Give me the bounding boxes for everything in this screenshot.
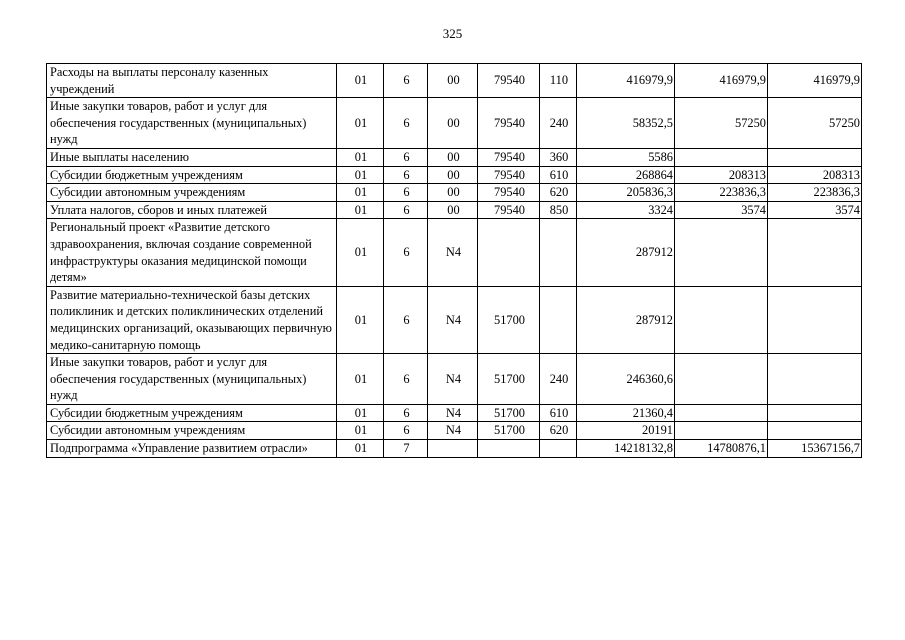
code-section: 01	[337, 286, 384, 353]
code-expense-type: 620	[540, 184, 577, 202]
amount-year-2: 208313	[675, 166, 768, 184]
code-section: 01	[337, 404, 384, 422]
row-name: Субсидии бюджетным учреждениям	[47, 166, 337, 184]
code-target: 51700	[478, 354, 540, 405]
budget-table-body	[47, 64, 862, 458]
code-target: 51700	[478, 404, 540, 422]
amount-year-1: 20191	[577, 422, 675, 440]
amount-year-1: 287912	[577, 219, 675, 286]
code-subprogram: 6	[384, 354, 428, 405]
code-subprogram: 6	[384, 286, 428, 353]
code-expense-type: 610	[540, 404, 577, 422]
code-subprogram: 6	[384, 166, 428, 184]
table-row	[47, 422, 862, 440]
code-direction: 00	[428, 98, 478, 149]
row-name: Иные закупки товаров, работ и услуг для обеспечения государственных (муниципальных) нужд	[47, 98, 337, 149]
code-subprogram: 6	[384, 148, 428, 166]
code-subprogram: 7	[384, 440, 428, 458]
code-section: 01	[337, 354, 384, 405]
code-expense-type: 240	[540, 354, 577, 405]
code-expense-type	[540, 286, 577, 353]
amount-year-3	[768, 148, 862, 166]
code-subprogram: 6	[384, 404, 428, 422]
code-target: 51700	[478, 422, 540, 440]
amount-year-2: 57250	[675, 98, 768, 149]
code-target: 79540	[478, 148, 540, 166]
row-name: Подпрограмма «Управление развитием отрасли»	[47, 440, 337, 458]
code-section: 01	[337, 98, 384, 149]
table-row	[47, 286, 862, 353]
amount-year-1: 287912	[577, 286, 675, 353]
row-name: Субсидии бюджетным учреждениям	[47, 404, 337, 422]
amount-year-2: 223836,3	[675, 184, 768, 202]
code-subprogram: 6	[384, 98, 428, 149]
amount-year-1: 3324	[577, 201, 675, 219]
code-direction: N4	[428, 404, 478, 422]
code-expense-type: 110	[540, 64, 577, 98]
row-name: Развитие материально-технической базы детских поликлиник и детских поликлинических отделений медицинских организаций, оказывающих первичную медико-санитарную помощь	[47, 286, 337, 353]
code-target: 79540	[478, 201, 540, 219]
code-section: 01	[337, 422, 384, 440]
code-target: 51700	[478, 286, 540, 353]
code-subprogram: 6	[384, 219, 428, 286]
amount-year-2	[675, 148, 768, 166]
code-subprogram: 6	[384, 64, 428, 98]
code-direction: 00	[428, 184, 478, 202]
code-expense-type: 850	[540, 201, 577, 219]
amount-year-2: 3574	[675, 201, 768, 219]
table-row	[47, 201, 862, 219]
row-name: Иные выплаты населению	[47, 148, 337, 166]
code-direction: 00	[428, 166, 478, 184]
code-direction: N4	[428, 354, 478, 405]
amount-year-2	[675, 219, 768, 286]
amount-year-1: 14218132,8	[577, 440, 675, 458]
code-direction	[428, 440, 478, 458]
code-direction: 00	[428, 64, 478, 98]
table-row	[47, 219, 862, 286]
code-direction: 00	[428, 148, 478, 166]
amount-year-1: 416979,9	[577, 64, 675, 98]
amount-year-2	[675, 286, 768, 353]
amount-year-1: 5586	[577, 148, 675, 166]
table-row	[47, 166, 862, 184]
row-name: Субсидии автономным учреждениям	[47, 422, 337, 440]
amount-year-3	[768, 422, 862, 440]
table-row	[47, 98, 862, 149]
table-row	[47, 354, 862, 405]
amount-year-1: 205836,3	[577, 184, 675, 202]
code-section: 01	[337, 166, 384, 184]
code-subprogram: 6	[384, 201, 428, 219]
code-section: 01	[337, 148, 384, 166]
table-row	[47, 184, 862, 202]
code-expense-type: 610	[540, 166, 577, 184]
code-section: 01	[337, 201, 384, 219]
amount-year-3	[768, 404, 862, 422]
amount-year-1: 246360,6	[577, 354, 675, 405]
code-section: 01	[337, 184, 384, 202]
code-section: 01	[337, 219, 384, 286]
code-section: 01	[337, 64, 384, 98]
row-name: Уплата налогов, сборов и иных платежей	[47, 201, 337, 219]
amount-year-2: 416979,9	[675, 64, 768, 98]
row-name: Расходы на выплаты персоналу казенных учреждений	[47, 64, 337, 98]
amount-year-3: 3574	[768, 201, 862, 219]
code-direction: N4	[428, 422, 478, 440]
code-expense-type	[540, 440, 577, 458]
row-name: Субсидии автономным учреждениям	[47, 184, 337, 202]
amount-year-3: 57250	[768, 98, 862, 149]
amount-year-3: 208313	[768, 166, 862, 184]
table-row	[47, 440, 862, 458]
table-row	[47, 64, 862, 98]
code-target: 79540	[478, 98, 540, 149]
code-subprogram: 6	[384, 184, 428, 202]
budget-table	[46, 63, 862, 458]
code-direction: N4	[428, 219, 478, 286]
code-expense-type: 240	[540, 98, 577, 149]
amount-year-3	[768, 354, 862, 405]
code-expense-type	[540, 219, 577, 286]
code-direction: N4	[428, 286, 478, 353]
amount-year-3: 223836,3	[768, 184, 862, 202]
amount-year-1: 268864	[577, 166, 675, 184]
amount-year-2	[675, 404, 768, 422]
amount-year-3	[768, 286, 862, 353]
amount-year-2: 14780876,1	[675, 440, 768, 458]
table-row	[47, 148, 862, 166]
code-target: 79540	[478, 166, 540, 184]
table-row	[47, 404, 862, 422]
code-target	[478, 219, 540, 286]
code-direction: 00	[428, 201, 478, 219]
amount-year-3	[768, 219, 862, 286]
code-expense-type: 360	[540, 148, 577, 166]
code-subprogram: 6	[384, 422, 428, 440]
amount-year-2	[675, 422, 768, 440]
code-target	[478, 440, 540, 458]
amount-year-1: 58352,5	[577, 98, 675, 149]
amount-year-2	[675, 354, 768, 405]
code-expense-type: 620	[540, 422, 577, 440]
amount-year-3: 15367156,7	[768, 440, 862, 458]
code-section: 01	[337, 440, 384, 458]
amount-year-1: 21360,4	[577, 404, 675, 422]
page-number: 325	[442, 26, 463, 41]
code-target: 79540	[478, 184, 540, 202]
code-target: 79540	[478, 64, 540, 98]
row-name: Региональный проект «Развитие детского здравоохранения, включая создание современной инфраструктуры оказания медицинской помощи детям»	[47, 219, 337, 286]
row-name: Иные закупки товаров, работ и услуг для обеспечения государственных (муниципальных) нужд	[47, 354, 337, 405]
amount-year-3: 416979,9	[768, 64, 862, 98]
